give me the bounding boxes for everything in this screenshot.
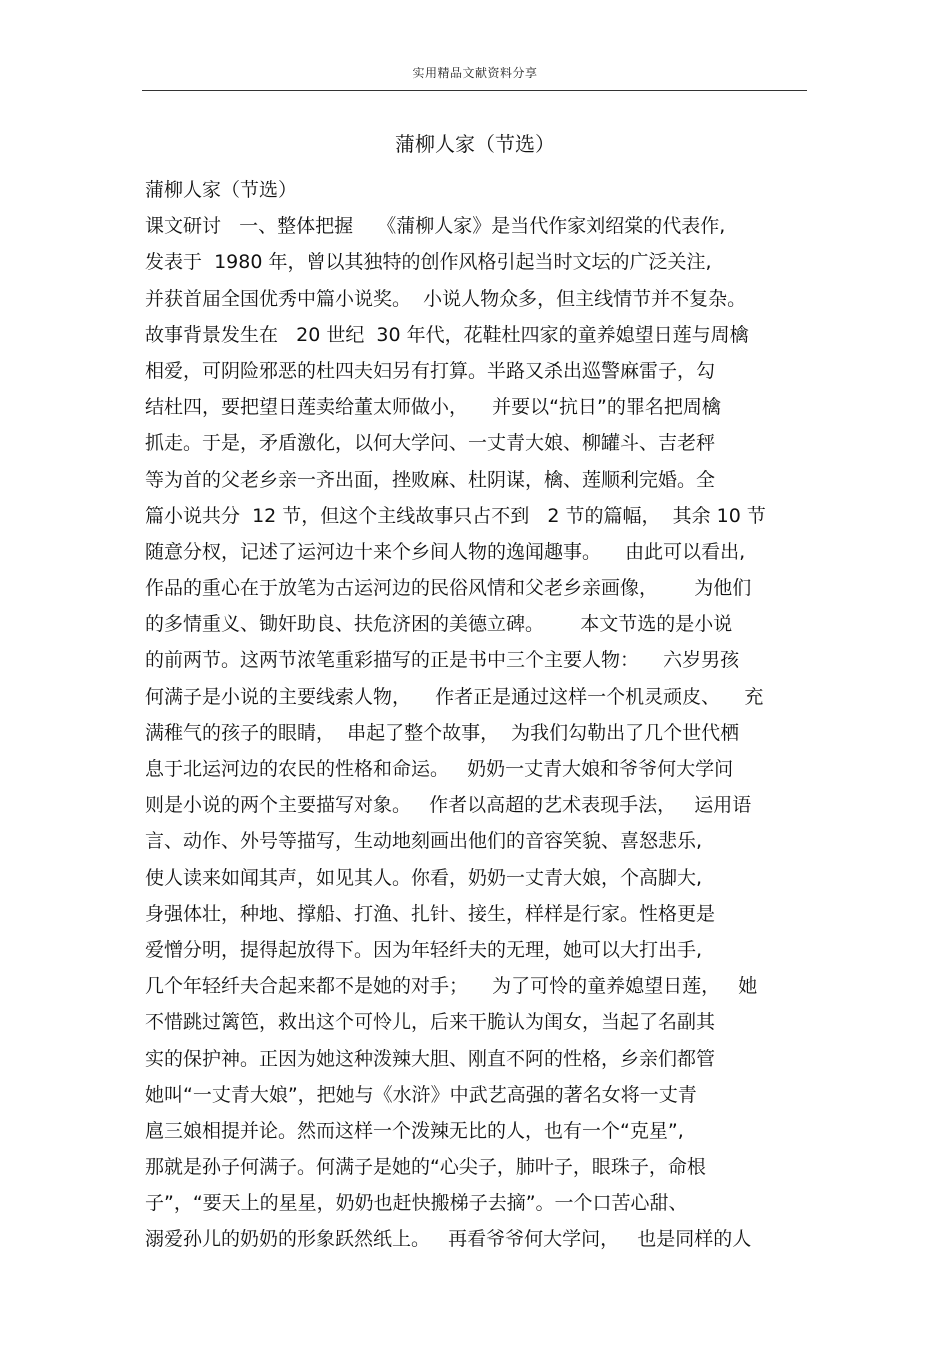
body-line: 等为首的父老乡亲一齐出面，挫败麻、杜阴谋，檎、莲顺利完婚。全 (145, 468, 716, 491)
body-line: 息于北运河边的农民的性格和命运。 奶奶一丈青大娘和爷爷何大学问 (145, 758, 734, 780)
body-line: 随意分杈，记述了运河边十来个乡间人物的逸闻趣事。 由此可以看出, (145, 540, 746, 563)
body-line: 不惜跳过篱笆，救出这个可怜儿，后来干脆认为闺女，当起了名副其 (145, 1011, 716, 1034)
body-line: 扈三娘相提并论。然而这样一个泼辣无比的人，也有一个“克星”, (145, 1119, 684, 1142)
body-line: 的前两节。这两节浓笔重彩描写的正是书中三个主要人物： 六岁男孩 (145, 649, 740, 672)
body-line: 作品的重心在于放笔为古运河边的民俗风情和父老乡亲画像， 为他们 (145, 577, 752, 600)
body-line: 篇小说共分 12 节，但这个主线故事只占不到 2 节的篇幅， 其余 10 节 (145, 504, 766, 527)
body-line: 言、动作、外号等描写，生动地刻画出他们的音容笑貌、喜怒悲乐, (145, 830, 703, 853)
body-line: 课文研讨 一、整体把握 《蒲柳人家》是当代作家刘绍棠的代表作, (145, 215, 726, 238)
body-line: 溺爱孙儿的奶奶的形象跃然纸上。 再看爷爷何大学问， 也是同样的人 (145, 1228, 752, 1251)
document-title: 蒲柳人家（节选） (395, 132, 555, 156)
body-line: 的多情重义、锄奸助良、扶危济困的美德立碑。 本文节选的是小说 (145, 613, 733, 636)
body-line: 几个年轻纤夫合起来都不是她的对手； 为了可怜的童养媳望日莲， 她 (145, 975, 758, 998)
body-line: 何满子是小说的主要线索人物， 作者正是通过这样一个机灵顽皮、 充 (145, 685, 764, 708)
body-line: 使人读来如闻其声，如见其人。你看，奶奶一丈青大娘，个高脚大, (145, 866, 703, 889)
body-line: 蒲柳人家（节选） (145, 179, 298, 201)
body-line: 满稚气的孩子的眼睛， 串起了整个故事， 为我们勾勒出了几个世代栖 (145, 721, 740, 744)
body-line: 爱憎分明，提得起放得下。因为年轻纤夫的无理，她可以大打出手, (145, 938, 703, 961)
body-line: 身强体壮，种地、撑船、打渔、扎针、接生，样样是行家。性格更是 (145, 902, 716, 925)
header-divider (142, 90, 807, 91)
body-line: 实的保护神。正因为她这种泼辣大胆、刚直不阿的性格，乡亲们都管 (145, 1047, 716, 1070)
document-body (145, 172, 825, 1258)
body-line: 并获首届全国优秀中篇小说奖。 小说人物众多，但主线情节并不复杂。 (145, 287, 747, 310)
body-line: 相爱，可阴险邪恶的杜四夫妇另有打算。半路又杀出巡警麻雷子，勾 (145, 359, 716, 382)
body-line: 她叫“一丈青大娘”，把她与《水浒》中武艺高强的著名女将一丈青 (145, 1083, 697, 1106)
body-line: 抓走。于是，矛盾激化，以何大学问、一丈青大娘、柳罐斗、吉老秤 (145, 432, 716, 455)
body-line: 结杜四，要把望日莲卖给董太师做小， 并要以“抗日”的罪名把周檎 (145, 396, 721, 419)
body-line: 子”，“要天上的星星，奶奶也赶快搬梯子去摘”。一个口苦心甜、 (145, 1192, 688, 1215)
body-line: 则是小说的两个主要描写对象。 作者以高超的艺术表现手法， 运用语 (145, 794, 752, 817)
body-line: 那就是孙子何满子。何满子是她的“心尖子，肺叶子，眼珠子，命根 (145, 1156, 706, 1179)
page-header: 实用精品文献资料分享 (412, 66, 538, 80)
body-line: 发表于 1980 年，曾以其独特的创作风格引起当时文坛的广泛关注, (145, 251, 712, 274)
body-line: 故事背景发生在 20 世纪 30 年代，花鞋杜四家的童养媳望日莲与周檎 (145, 323, 749, 346)
